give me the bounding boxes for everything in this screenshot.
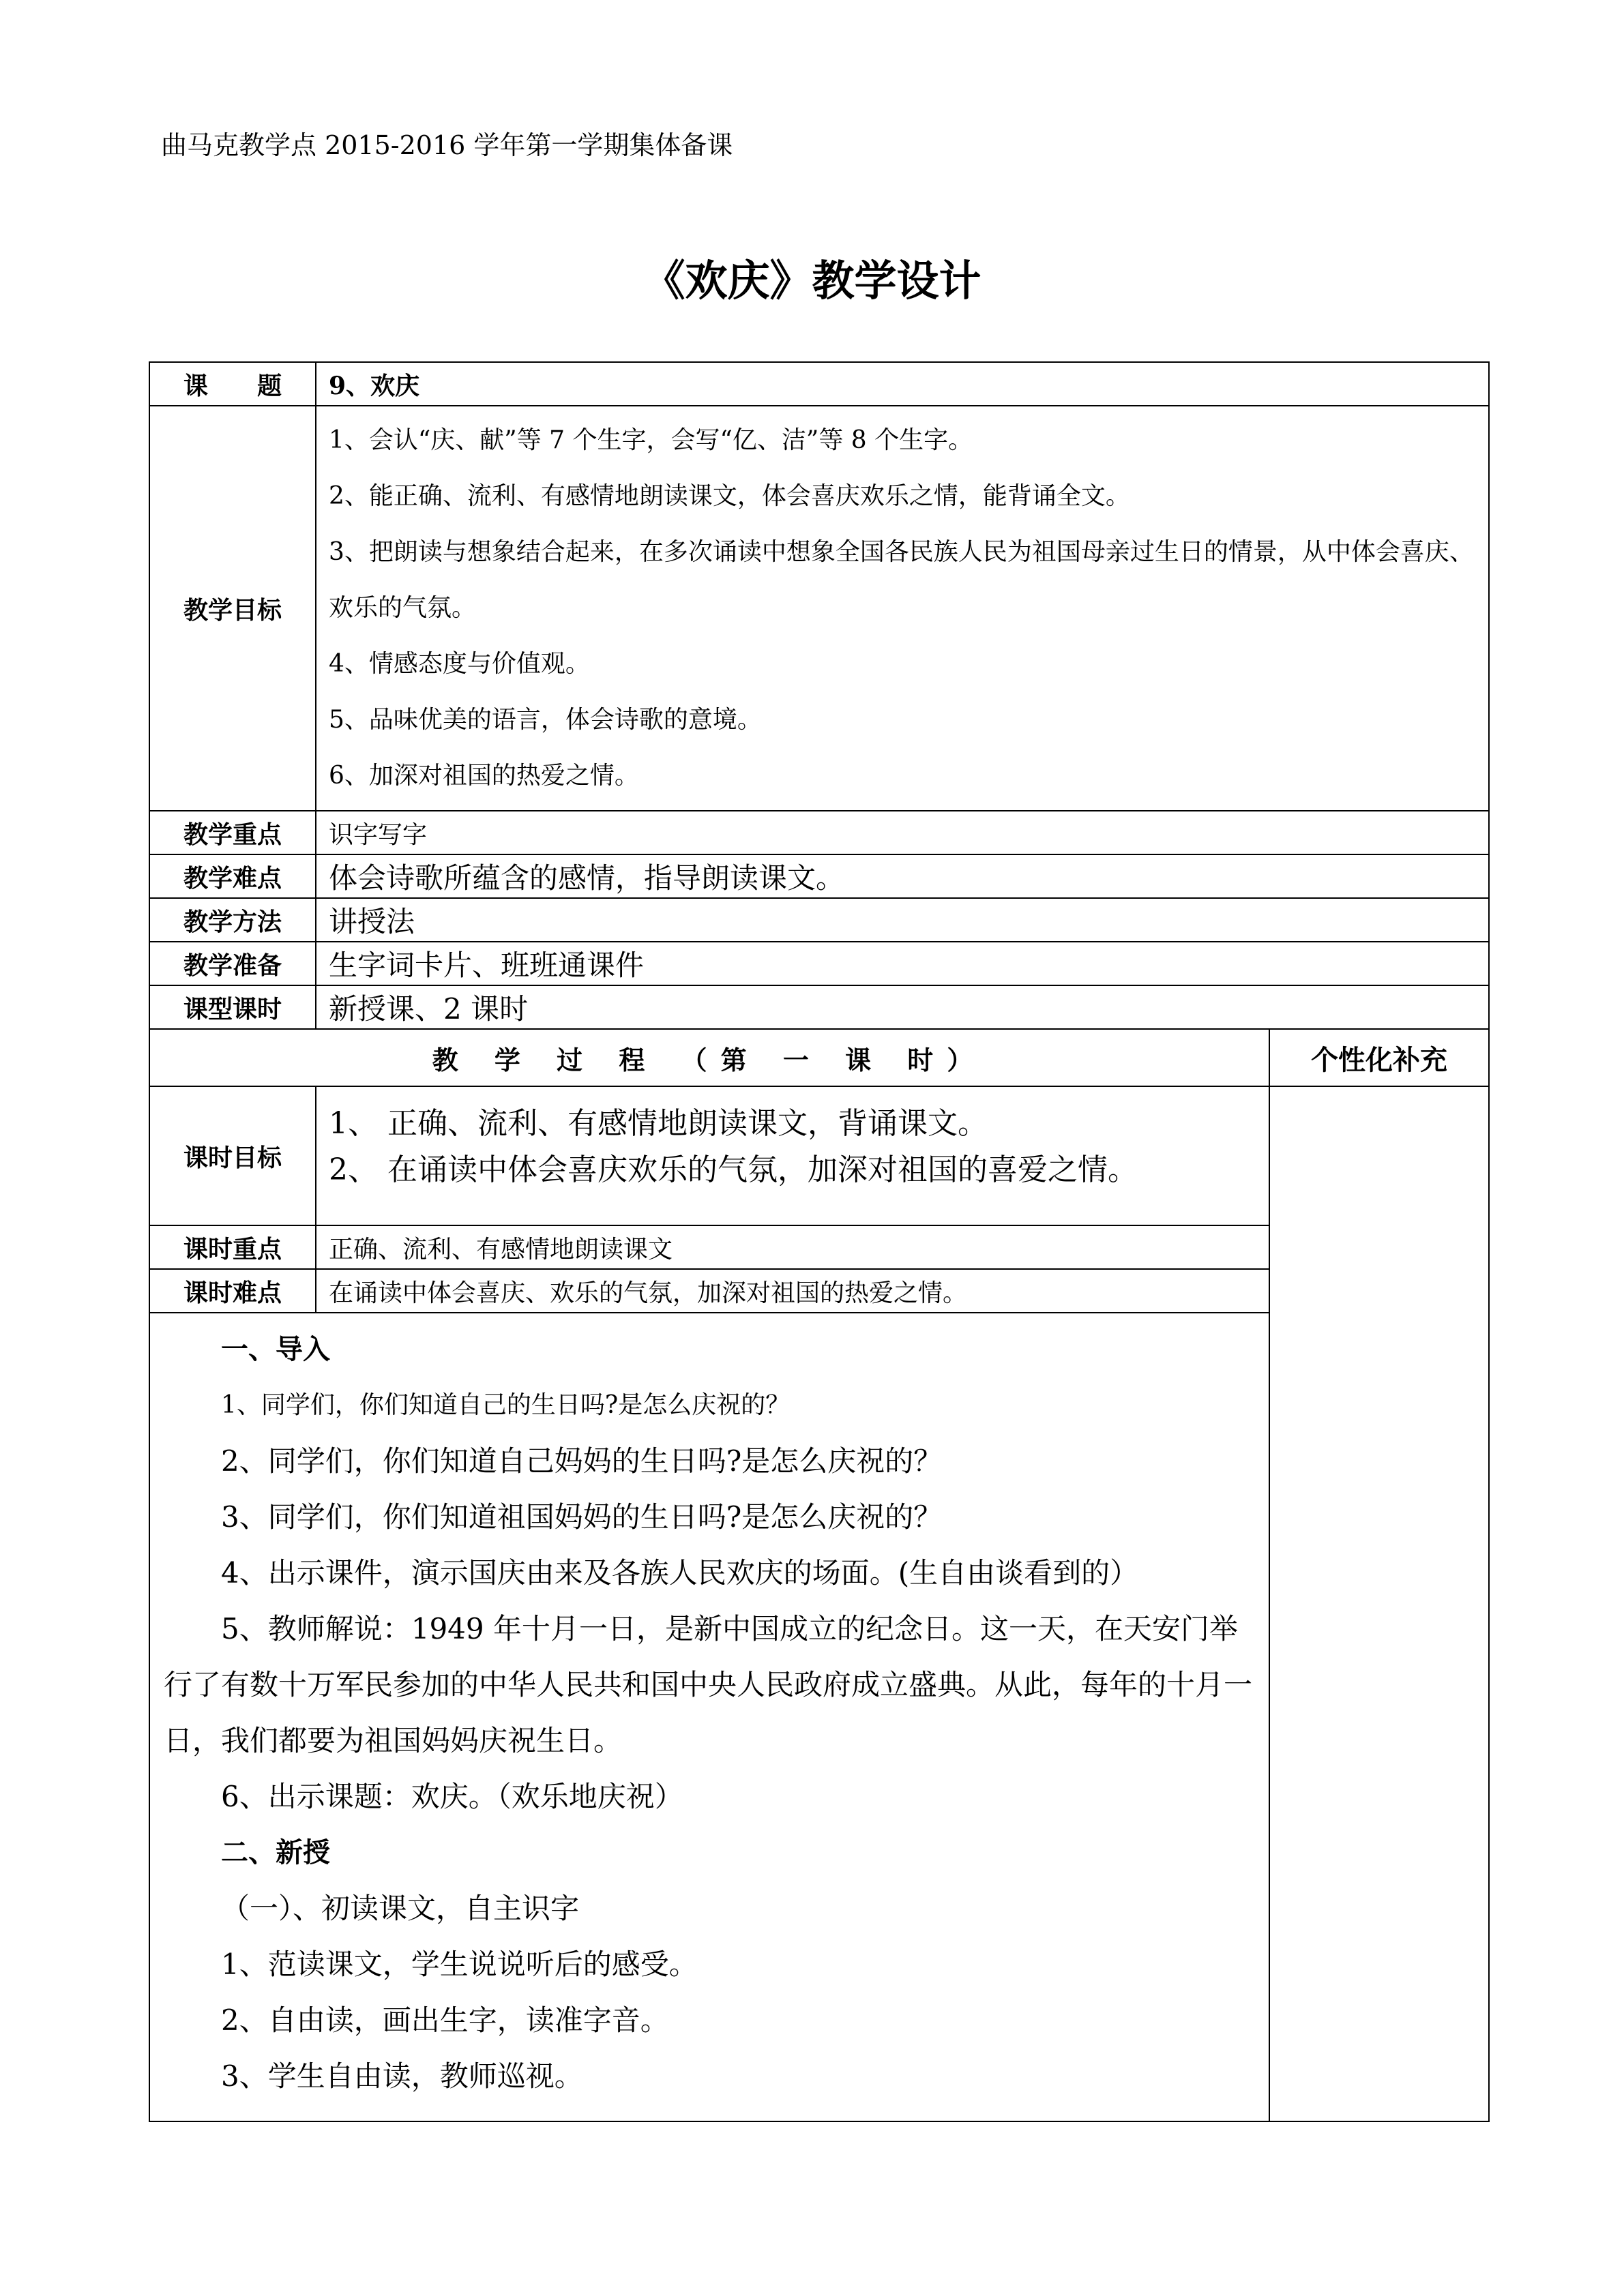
value-type: 新授课、2 课时 xyxy=(316,985,1489,1029)
label-method: 教学方法 xyxy=(149,898,316,942)
section-intro-title: 一、导入 xyxy=(221,1334,330,1365)
intro-item: 1、同学们，你们知道自己的生日吗?是怎么庆祝的？ xyxy=(221,1391,791,1419)
value-lesson-focus: 正确、流利、有感情地朗读课文 xyxy=(316,1225,1269,1269)
value-difficulty: 体会诗歌所蕴含的感情，指导朗读课文。 xyxy=(316,854,1489,898)
value-lesson-goals xyxy=(316,1086,1269,1225)
value-method: 讲授法 xyxy=(316,898,1489,942)
label-lesson-difficulty: 课时难点 xyxy=(149,1269,316,1313)
label-focus: 教学重点 xyxy=(149,811,316,854)
new-item: 2、自由读，画出生字，读准字音。 xyxy=(221,2003,669,2037)
value-focus: 识字写字 xyxy=(316,811,1489,854)
personalized-supplement-cell xyxy=(1269,1086,1489,2121)
label-type: 课型课时 xyxy=(149,985,316,1029)
goal-item: 1、会认“庆、献”等 7 个生字，会写“亿、洁”等 8 个生字。 xyxy=(329,426,973,454)
lesson-plan-table xyxy=(149,361,1490,2122)
new-item: 1、范读课文，学生说说听后的感受。 xyxy=(221,1948,698,1981)
intro-item: 4、出示课件，演示国庆由来及各族人民欢庆的场面。(生自由谈看到的） xyxy=(221,1556,1139,1590)
value-lesson-difficulty: 在诵读中体会喜庆、欢乐的气氛，加深对祖国的热爱之情。 xyxy=(316,1269,1269,1313)
goal-item: 4、情感态度与价值观。 xyxy=(329,650,590,678)
value-topic: 9、欢庆 xyxy=(316,362,1489,406)
value-prep: 生字词卡片、班班通课件 xyxy=(316,942,1489,985)
label-lesson-focus: 课时重点 xyxy=(149,1225,316,1269)
intro-item: 2、同学们，你们知道自己妈妈的生日吗?是怎么庆祝的？ xyxy=(221,1444,943,1478)
intro-item: 5、教师解说：1949 年十月一日，是新中国成立的纪念日。这一天，在天安门举行了有数十万军民参加的中华人民共和国中央人民政府成立盛典。从此，每年的十月一日，我们都要为祖国妈妈庆祝生日。 xyxy=(164,1612,1253,1757)
document-title: 《欢庆》教学设计 xyxy=(643,256,981,305)
row-type xyxy=(149,985,1489,1029)
intro-item: 6、出示课题：欢庆。（欢乐地庆祝） xyxy=(221,1780,683,1813)
process-body xyxy=(149,1313,1269,2121)
header-note: 曲马克教学点 2015-2016 学年第一学期集体备课 xyxy=(161,130,733,160)
row-lesson-goals xyxy=(149,1086,1489,1225)
goal-item: 2、能正确、流利、有感情地朗读课文，体会喜庆欢乐之情，能背诵全文。 xyxy=(329,482,1130,510)
label-topic: 课 题 xyxy=(149,362,316,406)
label-difficulty: 教学难点 xyxy=(149,854,316,898)
goal-item: 5、品味优美的语言，体会诗歌的意境。 xyxy=(329,706,762,734)
row-topic xyxy=(149,362,1489,406)
new-item: 3、学生自由读，教师巡视。 xyxy=(221,2059,583,2093)
label-lesson-goals: 课时目标 xyxy=(149,1086,316,1225)
lesson-goal-item: 1、 正确、流利、有感情地朗读课文，背诵课文。 xyxy=(329,1106,988,1141)
section-new-title: 二、新授 xyxy=(221,1837,330,1868)
row-process-heading xyxy=(149,1029,1489,1086)
row-prep xyxy=(149,942,1489,985)
label-prep: 教学准备 xyxy=(149,942,316,985)
label-goals: 教学目标 xyxy=(149,406,316,811)
lesson-goal-item: 2、 在诵读中体会喜庆欢乐的气氛，加深对祖国的喜爱之情。 xyxy=(329,1152,1138,1187)
value-goals xyxy=(316,406,1489,811)
row-difficulty xyxy=(149,854,1489,898)
process-heading: 教 学 过 程 （第 一 课 时） xyxy=(149,1029,1269,1086)
row-focus xyxy=(149,811,1489,854)
subsection-title: （一）、初读课文，自主识字 xyxy=(221,1892,580,1925)
goal-item: 3、把朗读与想象结合起来，在多次诵读中想象全国各民族人民为祖国母亲过生日的情景，从中体会喜庆、欢乐的气氛。 xyxy=(329,538,1474,622)
intro-item: 3、同学们，你们知道祖国妈妈的生日吗?是怎么庆祝的？ xyxy=(221,1500,943,1534)
personalized-supplement-heading: 个性化补充 xyxy=(1269,1029,1489,1086)
row-method xyxy=(149,898,1489,942)
row-goals xyxy=(149,406,1489,811)
goal-item: 6、加深对祖国的热爱之情。 xyxy=(329,762,639,790)
